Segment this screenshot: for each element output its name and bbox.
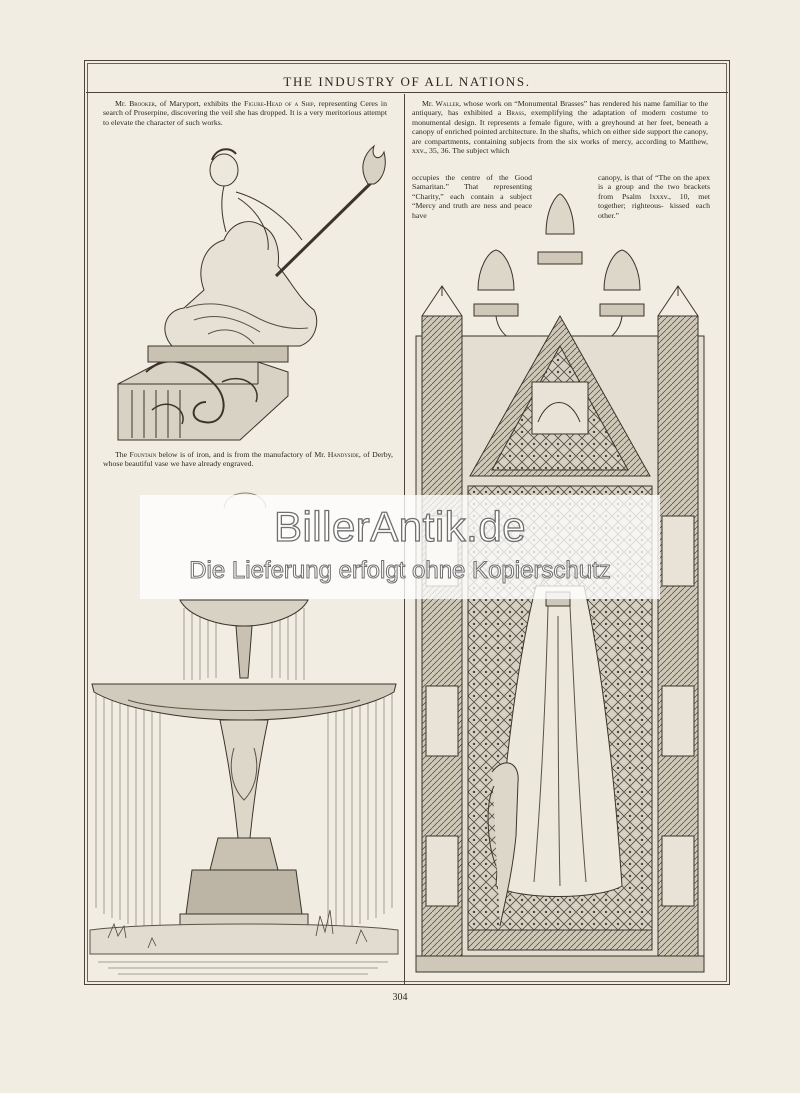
figurehead-caption: Mr. Brooker, of Maryport, exhibits the Figure-Head of a Ship, representing Ceres in search of Proserpine, discovering the veil she has dropped. It is a very meritorious attempt to elevate the character of such works. [103,99,388,127]
fountain-caption: The Fountain below is of iron, and is from the manufactory of Mr. Handyside, of Derby, whose beautiful vase we have already engraved. [103,450,393,469]
exhibitor-name: Brooker [129,99,155,108]
figurehead-illustration [112,140,392,445]
exhibitor-name: Waller [435,99,459,108]
brass-caption-left-part: occupies the centre of the Good Samaritan.” That representing “Charity,” each contain a subject “Mercy and truth are ness and peace have [412,173,532,220]
watermark-notice: Die Lieferung erfolgt ohne Kopierschutz [189,557,611,584]
brass-caption-right-part: canopy, is that of “The on the apex is a group and the two brackets from Psalm lxxxv., 10, met together; righteous- kissed each other.” [598,173,710,220]
page-number: 304 [392,992,408,1003]
watermark-site-name: BillerAntik.de [273,503,527,550]
object-name: Fountain [129,450,157,459]
manufacturer-name: Handyside [327,450,359,459]
watermark-banner [140,495,660,599]
title-rule [86,92,728,93]
object-name: Brass [506,108,525,118]
object-name: Figure-Head of a Ship [244,99,314,108]
brass-caption: Mr. Waller, whose work on “Monumental Brasses” has rendered his name familiar to the antiquary, has exhibited a Brass, exemplifying the adaptation of modern costume to monumental design. It represents a female figure, with a greyhound at her feet, beneath a canopy of enriched pointed architecture. In the shafts, which on either side support the canopy, are compartments, containing subjects from the six works of mercy, according to Matthew, xxv., 35, 36. The subject which [412,99,709,156]
running-title: THE INDUSTRY OF ALL NATIONS. [283,74,531,89]
